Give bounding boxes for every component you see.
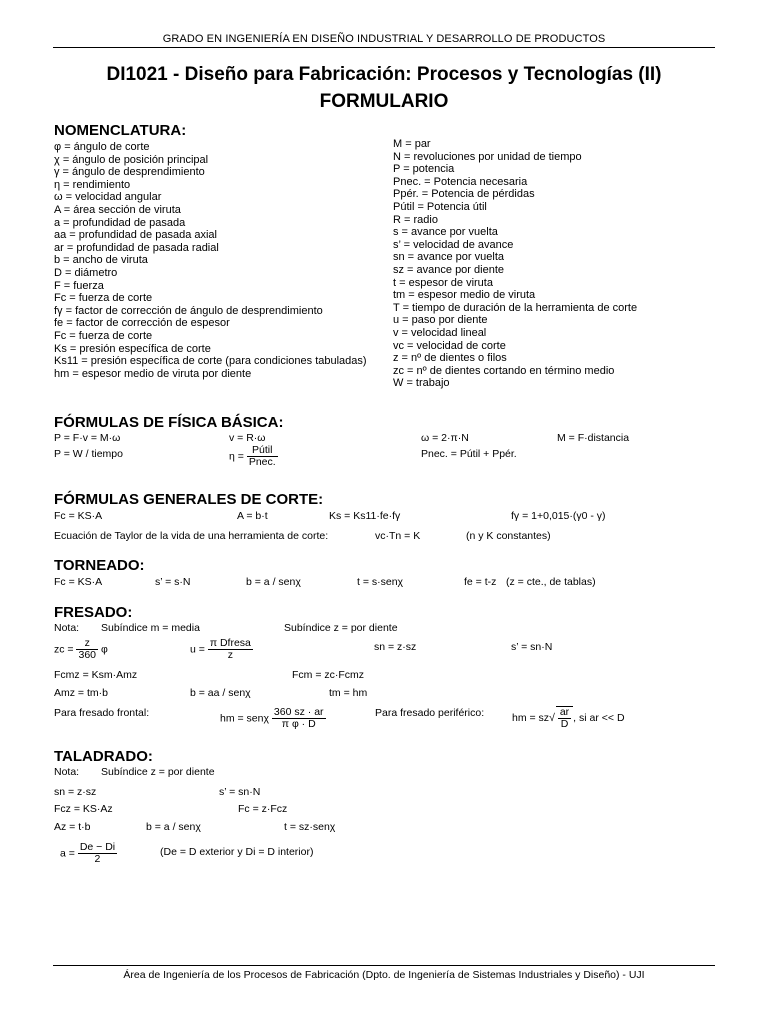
- taladrado-a: [60, 842, 117, 865]
- taladrado-fc: Fc = z·Fcz: [238, 803, 288, 815]
- nom-item: vc = velocidad de corte: [393, 339, 506, 352]
- root-fraction: [558, 707, 571, 730]
- nom-item: zc = nº de dientes cortando en término medio: [393, 364, 615, 377]
- fresado-nota: Nota:: [54, 622, 80, 634]
- taladrado-nota: Nota:: [54, 766, 80, 778]
- fraction-numerator: z: [76, 638, 98, 650]
- nom-item: a = profundidad de pasada: [54, 216, 186, 229]
- nomenclatura-heading: NOMENCLATURA:: [54, 122, 187, 139]
- fraction-denominator: Pnec.: [248, 456, 276, 468]
- footer-text: Área de Ingeniería de los Procesos de Fabricación (Dpto. de Ingeniería de Sistemas Industriales y Diseño) - UJI: [123, 969, 645, 981]
- nom-item: Pnec. = Potencia necesaria: [393, 175, 528, 188]
- nom-item: Ks11 = presión específica de corte (para condiciones tabuladas): [54, 355, 367, 368]
- fresado-heading: FRESADO:: [54, 604, 133, 621]
- fraction-denominator: D: [560, 718, 569, 730]
- formula-area: A = b·t: [237, 510, 268, 522]
- nom-item: u = paso por diente: [393, 314, 488, 327]
- nom-item: Pútil = Potencia útil: [393, 200, 487, 213]
- nom-item: z = nº de dientes o filos: [393, 352, 507, 365]
- formula-velocidad: v = R·ω: [229, 432, 266, 444]
- formula-omega: ω = 2·π·N: [421, 432, 469, 444]
- fraction-numerator: 360 sz · ar: [273, 706, 324, 718]
- formula-rendimiento: [229, 445, 278, 468]
- fraction-denominator: z: [227, 649, 233, 661]
- nom-item: φ = ángulo de corte: [54, 141, 150, 153]
- nom-item: s’ = velocidad de avance: [393, 238, 514, 251]
- rendimiento-lhs: η =: [229, 450, 244, 463]
- nomenclatura-left-list: [54, 141, 367, 380]
- formula-presion-especifica: Ks = Ks11·fe·fγ: [329, 510, 401, 522]
- corte-heading: FÓRMULAS GENERALES DE CORTE:: [54, 491, 324, 508]
- formula-par: M = F·distancia: [557, 432, 630, 444]
- taladrado-fcz: Fcz = KS·Az: [54, 803, 113, 815]
- nom-item: D = diámetro: [54, 266, 118, 279]
- taladrado-a-note: (De = D exterior y Di = D interior): [160, 846, 314, 858]
- torneado-espesor: t = s·senχ: [357, 576, 404, 588]
- nom-item: Fc = fuerza de corte: [54, 292, 153, 305]
- nom-item: χ = ángulo de posición principal: [54, 153, 209, 166]
- taladrado-subindice-z: Subíndice z = por diente: [101, 766, 215, 778]
- nom-item: b = ancho de viruta: [54, 254, 148, 267]
- fresado-subindice-m: Subíndice m = media: [101, 622, 200, 634]
- nom-item: ar = profundidad de pasada radial: [54, 241, 219, 254]
- taladrado-t: t = sz·senχ: [284, 821, 336, 833]
- footer-rule: [53, 965, 715, 966]
- u-lhs: u =: [190, 643, 205, 656]
- fresado-periferico-formula: [512, 706, 625, 730]
- fresado-fcm: Fcm = zc·Fcmz: [292, 669, 365, 681]
- nom-item: v = velocidad lineal: [393, 326, 487, 339]
- zc-lhs: zc =: [54, 643, 74, 656]
- periferico-tail: , si ar << D: [573, 711, 625, 724]
- nom-item: N = revoluciones por unidad de tiempo: [393, 150, 582, 163]
- periferico-lhs: hm = sz: [512, 711, 550, 724]
- nom-item: fγ = factor de corrección de ángulo de desprendimiento: [54, 304, 323, 317]
- page-subtitle: FORMULARIO: [319, 91, 449, 112]
- nom-item: R = radio: [393, 213, 438, 226]
- nom-item: ω = velocidad angular: [54, 191, 162, 204]
- zc-tail: φ: [100, 643, 108, 656]
- nom-item: P = potencia: [393, 163, 455, 176]
- taladrado-az: Az = t·b: [54, 821, 91, 833]
- fresado-b: b = aa / senχ: [190, 687, 251, 699]
- nom-item: γ = ángulo de desprendimiento: [54, 166, 205, 179]
- nom-item: aa = profundidad de pasada axial: [54, 229, 217, 242]
- nom-item: Fc = fuerza de corte: [54, 329, 153, 342]
- rendimiento-fraction: [247, 445, 278, 468]
- fraction-numerator: Pútil: [247, 445, 278, 457]
- taladrado-sn: sn = z·sz: [54, 786, 97, 798]
- nomenclatura-right-list: [393, 138, 637, 390]
- fresado-periferico-label: Para fresado periférico:: [375, 707, 485, 719]
- nom-item: s = avance por vuelta: [393, 226, 498, 239]
- nom-item: Ppér. = Potencia de pérdidas: [393, 188, 535, 201]
- frontal-lhs: hm = senχ: [220, 712, 269, 725]
- fresado-frontal-label: Para fresado frontal:: [54, 707, 150, 719]
- fraction-denominator: 2: [94, 853, 101, 865]
- nom-item: Ks = presión específica de corte: [54, 342, 211, 355]
- a-lhs: a =: [60, 847, 75, 860]
- nom-item: t = espesor de viruta: [393, 276, 493, 289]
- nom-item: W = trabajo: [393, 377, 450, 390]
- fresado-sn: sn = z·sz: [374, 641, 417, 653]
- nom-item: fe = factor de corrección de espesor: [54, 317, 230, 330]
- torneado-factor-espesor: fe = t-z: [464, 576, 497, 588]
- nom-item: hm = espesor medio de viruta por diente: [54, 367, 252, 380]
- nom-item: sn = avance por vuelta: [393, 251, 504, 264]
- formula-fuerza-corte: Fc = KS·A: [54, 510, 103, 522]
- torneado-velocidad-avance: s’ = s·N: [155, 576, 191, 588]
- nom-item: A = área sección de viruta: [54, 203, 181, 216]
- formula-factor-gamma: fγ = 1+0,015·(γ0 - γ): [511, 510, 606, 522]
- fresado-fcmz: Fcmz = Ksm·Amz: [54, 669, 138, 681]
- fisica-heading: FÓRMULAS DE FÍSICA BÁSICA:: [54, 414, 284, 431]
- nom-item: F = fuerza: [54, 279, 104, 292]
- torneado-ancho: b = a / senχ: [246, 576, 301, 588]
- formula-potencia: P = F·v = M·ω: [54, 432, 121, 444]
- torneado-factor-note: (z = cte., de tablas): [506, 576, 596, 588]
- nom-item: tm = espesor medio de viruta: [393, 289, 536, 302]
- nom-item: M = par: [393, 138, 431, 150]
- taylor-label: Ecuación de Taylor de la vida de una herramienta de corte:: [54, 530, 329, 542]
- taylor-equation: vc·Tn = K: [375, 530, 421, 542]
- fraction-denominator: 360: [78, 649, 97, 661]
- sqrt-icon: √: [549, 711, 555, 724]
- fresado-paso: [190, 638, 253, 661]
- periferico-root: [556, 706, 573, 730]
- fraction-numerator: ar: [559, 706, 570, 718]
- frontal-fraction: [272, 707, 326, 730]
- nom-item: sz = avance por diente: [393, 263, 504, 276]
- nom-item: T = tiempo de duración de la herramienta de corte: [393, 301, 638, 314]
- page-title: DI1021 - Diseño para Fabricación: Procesos y Tecnologías (II): [106, 64, 662, 85]
- fresado-frontal-formula: [220, 707, 326, 730]
- fraction-numerator: π Dfresa: [209, 637, 251, 649]
- taylor-note: (n y K constantes): [466, 530, 551, 542]
- fraction-denominator: π φ · D: [281, 718, 316, 730]
- course-header: GRADO EN INGENIERÍA EN DISEÑO INDUSTRIAL Y DESARROLLO DE PRODUCTOS: [162, 33, 606, 45]
- u-fraction: [208, 638, 253, 661]
- torneado-fuerza: Fc = KS·A: [54, 576, 103, 588]
- fresado-zc: [54, 638, 108, 661]
- fresado-subindice-z: Subíndice z = por diente: [284, 622, 398, 634]
- a-fraction: [78, 842, 117, 865]
- taladrado-b: b = a / senχ: [146, 821, 201, 833]
- fresado-amz: Amz = tm·b: [54, 687, 108, 699]
- taladrado-heading: TALADRADO:: [54, 748, 153, 765]
- formula-potencia-trabajo: P = W / tiempo: [54, 448, 123, 460]
- nom-item: η = rendimiento: [54, 178, 131, 191]
- formula-potencia-necesaria: Pnec. = Pútil + Ppér.: [421, 448, 517, 460]
- fresado-sprime: s’ = sn·N: [511, 641, 553, 653]
- zc-fraction: [76, 638, 98, 661]
- header-rule: [53, 47, 715, 48]
- fresado-tm: tm = hm: [329, 687, 368, 699]
- taladrado-sprime: s’ = sn·N: [219, 786, 261, 798]
- torneado-heading: TORNEADO:: [54, 557, 145, 574]
- fraction-numerator: De − Di: [79, 841, 116, 853]
